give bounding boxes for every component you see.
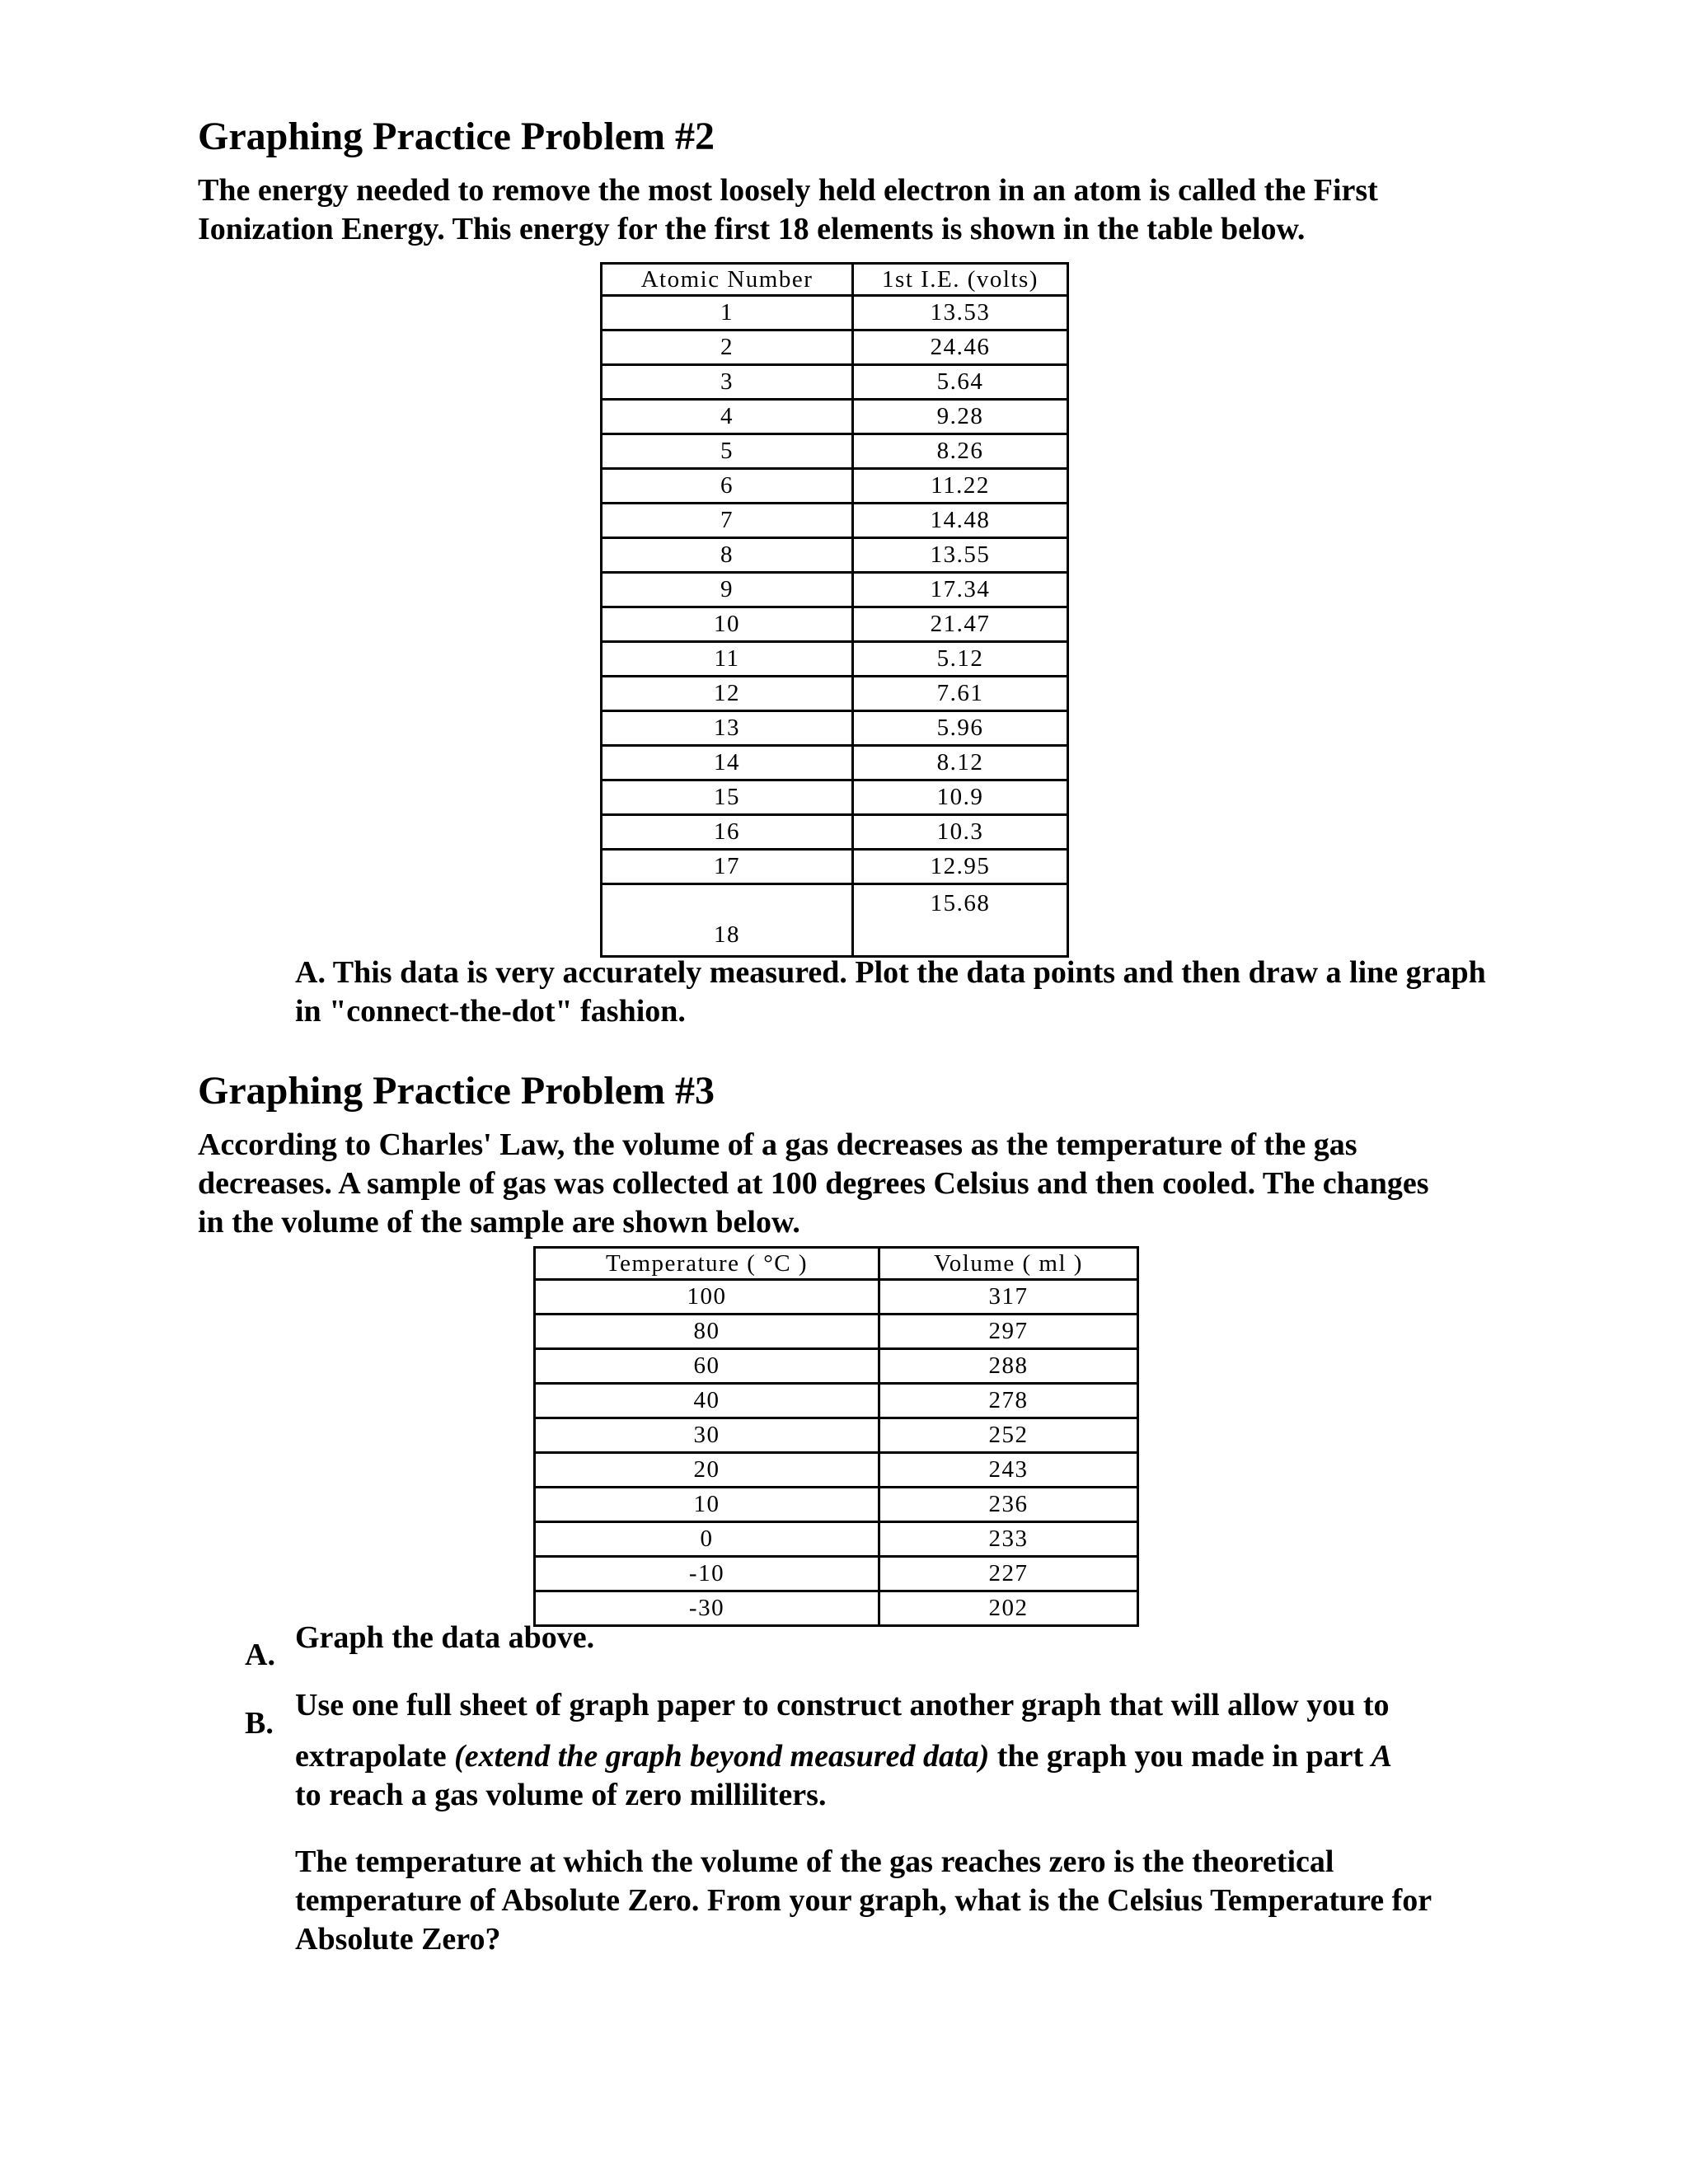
problem-3-intro: According to Charles' Law, the volume of a gas decreases as the temperature of the gas decreases. A sample of gas was collected at 100 degrees Celsius and then cooled. The changes in the volume of the sample are shown below.	[198, 1127, 1429, 1240]
table-row	[535, 1557, 1138, 1591]
table-row	[602, 642, 1068, 677]
table-cell-x: 4	[602, 400, 853, 434]
column-header-volume: Volume ( ml )	[879, 1248, 1138, 1280]
table-cell-x: 13	[602, 711, 853, 746]
table-row	[602, 469, 1068, 504]
table-cell-x: 0	[535, 1522, 879, 1557]
table-cell-x: 11	[602, 642, 853, 677]
task-b-marker: B.	[245, 1706, 274, 1741]
ionization-energy-table	[600, 262, 1069, 958]
table-cell-y: 317	[879, 1280, 1138, 1315]
table-cell-y: 243	[879, 1453, 1138, 1488]
table-cell-x: 3	[602, 365, 853, 400]
task-b-part-ref: A	[1371, 1739, 1393, 1774]
table-cell-x: 30	[535, 1418, 879, 1453]
problem-3-heading: Graphing Practice Problem #3	[198, 1069, 715, 1113]
table-row	[535, 1280, 1138, 1315]
problem-2-heading: Graphing Practice Problem #2	[198, 115, 715, 158]
problem-2-intro: The energy needed to remove the most loosely held electron in an atom is called the First Ionization Energy. This energy for the first 18 elements is shown in the table below.	[198, 173, 1378, 246]
table-cell-y: 252	[879, 1418, 1138, 1453]
table-cell-x: 10	[602, 607, 853, 642]
table-cell-y: 5.96	[853, 711, 1068, 746]
table-cell-x: 9	[602, 573, 853, 607]
table-cell-x: 60	[535, 1349, 879, 1384]
table-cell-y: 233	[879, 1522, 1138, 1557]
table-row	[602, 296, 1068, 330]
table-row	[535, 1488, 1138, 1522]
table-cell-x: 1	[602, 296, 853, 330]
problem-3-task-b-line1: Use one full sheet of graph paper to construct another graph that will allow you to	[295, 1688, 1390, 1722]
table-row	[602, 677, 1068, 711]
column-header-temperature: Temperature ( °C )	[535, 1248, 879, 1280]
table-header-row	[535, 1248, 1138, 1280]
table-cell-y: 15.68	[853, 884, 1068, 957]
table-cell-y: 10.3	[853, 815, 1068, 850]
table-row	[602, 434, 1068, 469]
table-cell-y: 278	[879, 1384, 1138, 1418]
table-cell-y: 12.95	[853, 850, 1068, 884]
table-cell-x: 16	[602, 815, 853, 850]
table-row	[602, 330, 1068, 365]
task-b-text: the graph you made in part	[989, 1739, 1372, 1774]
table-cell-x: 40	[535, 1384, 879, 1418]
table-cell-y: 14.48	[853, 504, 1068, 538]
table-cell-x: -30	[535, 1591, 879, 1626]
table-cell-x: 7	[602, 504, 853, 538]
task-b-text: to reach a gas volume of zero milliliters.	[295, 1778, 827, 1812]
table-row	[535, 1384, 1138, 1418]
table-cell-y: 227	[879, 1557, 1138, 1591]
problem-3-task-a: Graph the data above.	[295, 1620, 595, 1655]
table-cell-x: 17	[602, 850, 853, 884]
table-cell-x: 15	[602, 780, 853, 815]
table-cell-x: 100	[535, 1280, 879, 1315]
table-row	[602, 400, 1068, 434]
table-cell-y: 8.26	[853, 434, 1068, 469]
table-cell-y: 21.47	[853, 607, 1068, 642]
absolute-zero-question: The temperature at which the volume of the gas reaches zero is the theoretical temperature of Absolute Zero. From your graph, what is the Celsius Temperature for Absolute Zero?	[295, 1844, 1432, 1957]
table-cell-x: 12	[602, 677, 853, 711]
table-row	[602, 780, 1068, 815]
table-cell-y: 297	[879, 1315, 1138, 1349]
table-row	[602, 850, 1068, 884]
table-cell-y: 9.28	[853, 400, 1068, 434]
problem-2-task-a: A. This data is very accurately measured. Plot the data points and then draw a line graph in "connect-the-dot" fashion.	[295, 955, 1486, 1029]
table-cell-x: 20	[535, 1453, 879, 1488]
table-cell-x: 14	[602, 746, 853, 780]
table-row	[602, 884, 1068, 957]
task-a-marker: A.	[245, 1638, 275, 1672]
table-cell-y: 5.64	[853, 365, 1068, 400]
table-row	[602, 815, 1068, 850]
table-row	[602, 573, 1068, 607]
table-row	[535, 1349, 1138, 1384]
column-header-atomic-number: Atomic Number	[602, 264, 853, 296]
column-header-ionization-energy: 1st I.E. (volts)	[853, 264, 1068, 296]
table-cell-y: 13.53	[853, 296, 1068, 330]
table-cell-y: 288	[879, 1349, 1138, 1384]
problem-3-task-b-body	[295, 1737, 1515, 1815]
table-cell-x: 18	[602, 884, 853, 957]
table-row	[602, 607, 1068, 642]
table-row	[535, 1418, 1138, 1453]
table-cell-x: -10	[535, 1557, 879, 1591]
table-cell-y: 17.34	[853, 573, 1068, 607]
table-cell-y: 8.12	[853, 746, 1068, 780]
table-cell-y: 202	[879, 1591, 1138, 1626]
table-cell-x: 10	[535, 1488, 879, 1522]
table-cell-x: 80	[535, 1315, 879, 1349]
table-cell-x: 6	[602, 469, 853, 504]
table-cell-x: 2	[602, 330, 853, 365]
table-row	[602, 365, 1068, 400]
table-row	[602, 711, 1068, 746]
table-cell-y: 5.12	[853, 642, 1068, 677]
table-cell-x: 5	[602, 434, 853, 469]
table-cell-y: 10.9	[853, 780, 1068, 815]
table-cell-y: 236	[879, 1488, 1138, 1522]
charles-law-table	[533, 1246, 1139, 1627]
task-b-italic-note: (extend the graph beyond measured data)	[454, 1739, 990, 1774]
table-row	[535, 1315, 1138, 1349]
table-cell-x: 8	[602, 538, 853, 573]
table-header-row	[602, 264, 1068, 296]
table-cell-y: 13.55	[853, 538, 1068, 573]
task-b-text: extrapolate	[295, 1739, 455, 1774]
table-cell-y: 11.22	[853, 469, 1068, 504]
table-row	[535, 1522, 1138, 1557]
table-row	[535, 1453, 1138, 1488]
table-cell-y: 7.61	[853, 677, 1068, 711]
table-row	[602, 746, 1068, 780]
table-cell-y: 24.46	[853, 330, 1068, 365]
table-row	[602, 538, 1068, 573]
table-row	[602, 504, 1068, 538]
